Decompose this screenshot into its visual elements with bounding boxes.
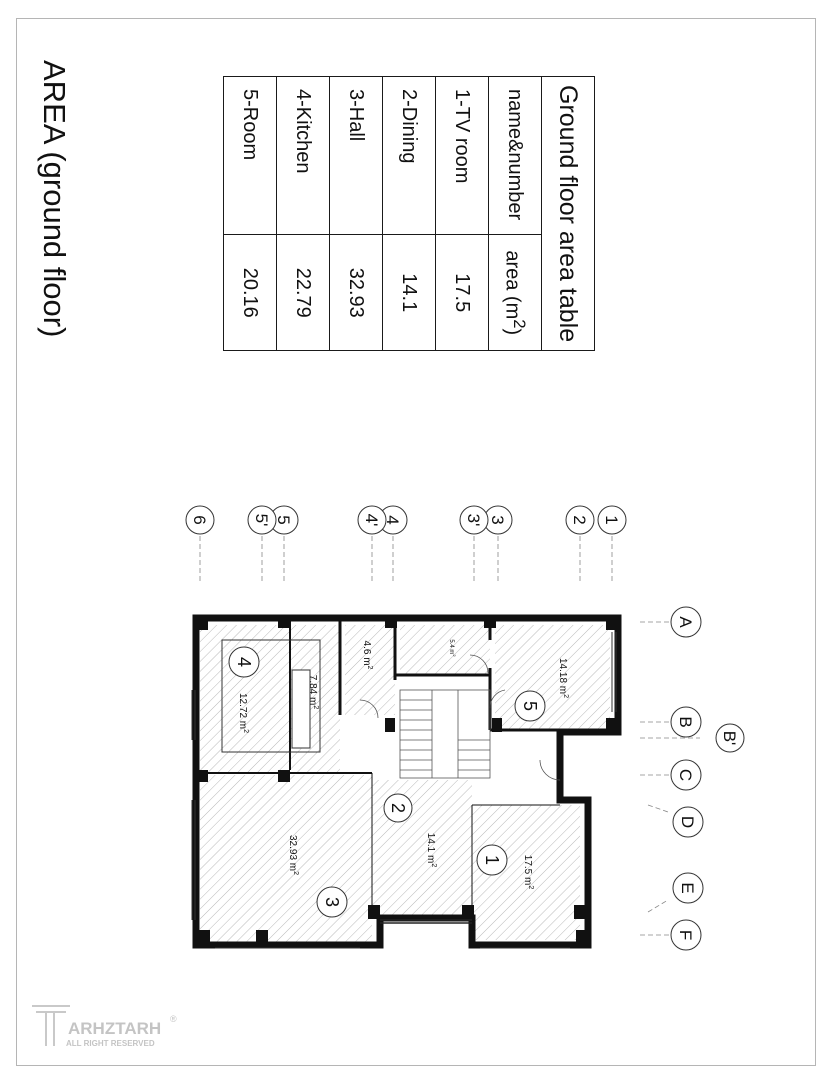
grid-label-B-prime: B' (720, 730, 739, 746)
sheet-title: AREA (ground floor) (37, 60, 72, 338)
room-name: 4-Kitchen (277, 77, 330, 235)
grid-label-F: F (676, 929, 695, 941)
brand-logo (28, 1000, 188, 1057)
area-label-room-1: 17.5 $m^2$ (522, 854, 534, 890)
grid-label-4: 4 (383, 515, 402, 525)
grid-label-A: A (676, 616, 695, 628)
grid-label-2: 2 (570, 515, 589, 525)
room-number-3: 3 (322, 896, 342, 908)
grid-label-C: C (676, 768, 695, 782)
room-number-1: 1 (482, 854, 502, 866)
grid-label-D: D (678, 815, 697, 829)
area-label-storage: 7.84 $m^2$ (307, 674, 319, 710)
logo-registered-mark: ® (170, 1014, 177, 1024)
grid-label-6: 6 (190, 515, 209, 525)
room-area: 22.79 (277, 235, 330, 351)
room-name: 2-Dining (383, 77, 436, 235)
header-area: area $(m^2)$ (489, 235, 542, 351)
area-label-room-5: 14.18 $m^2$ (557, 657, 569, 699)
room-area: 14.1 (383, 235, 436, 351)
area-table-title: Ground floor area table (542, 77, 595, 351)
area-label-wc-1: 4.6 $m^2$ (361, 640, 373, 670)
area-label-room-4: 12.72 $m^2$ (237, 692, 249, 734)
grid-label-5-prime: 5' (252, 513, 271, 527)
grid-label-5: 5 (274, 515, 293, 525)
grid-label-1: 1 (602, 515, 621, 525)
header-name: name&number (489, 77, 542, 235)
area-label-room-3: 32.93 $m^2$ (287, 834, 299, 876)
room-name: 5-Room (224, 77, 277, 235)
area-label-wc-2: 5.4 $m^2$ (448, 639, 457, 657)
logo-mark-icon (28, 1000, 188, 1052)
room-area: 20.16 (224, 235, 277, 351)
room-number-5: 5 (520, 700, 540, 712)
room-name: 1-TV room (436, 77, 489, 235)
grid-label-4-prime: 4' (362, 513, 381, 527)
grid-label-3: 3 (488, 515, 507, 525)
room-area: 17.5 (436, 235, 489, 351)
room-number-4: 4 (234, 656, 254, 668)
grid-label-3-prime: 3' (464, 513, 483, 527)
staircase (400, 690, 490, 778)
room-fills (200, 625, 610, 945)
logo-name: ARHZTARH (68, 1019, 162, 1038)
grid-label-B: B (676, 716, 695, 728)
area-label-room-2: 14.1 $m^2$ (425, 832, 437, 868)
grid-label-E: E (678, 882, 697, 894)
room-number-2: 2 (388, 802, 408, 814)
room-area: 32.93 (330, 235, 383, 351)
room-name: 3-Hall (330, 77, 383, 235)
grid-bubbles-numbers (186, 506, 626, 534)
logo-tagline: ALL RIGHT RESERVED (66, 1039, 155, 1048)
